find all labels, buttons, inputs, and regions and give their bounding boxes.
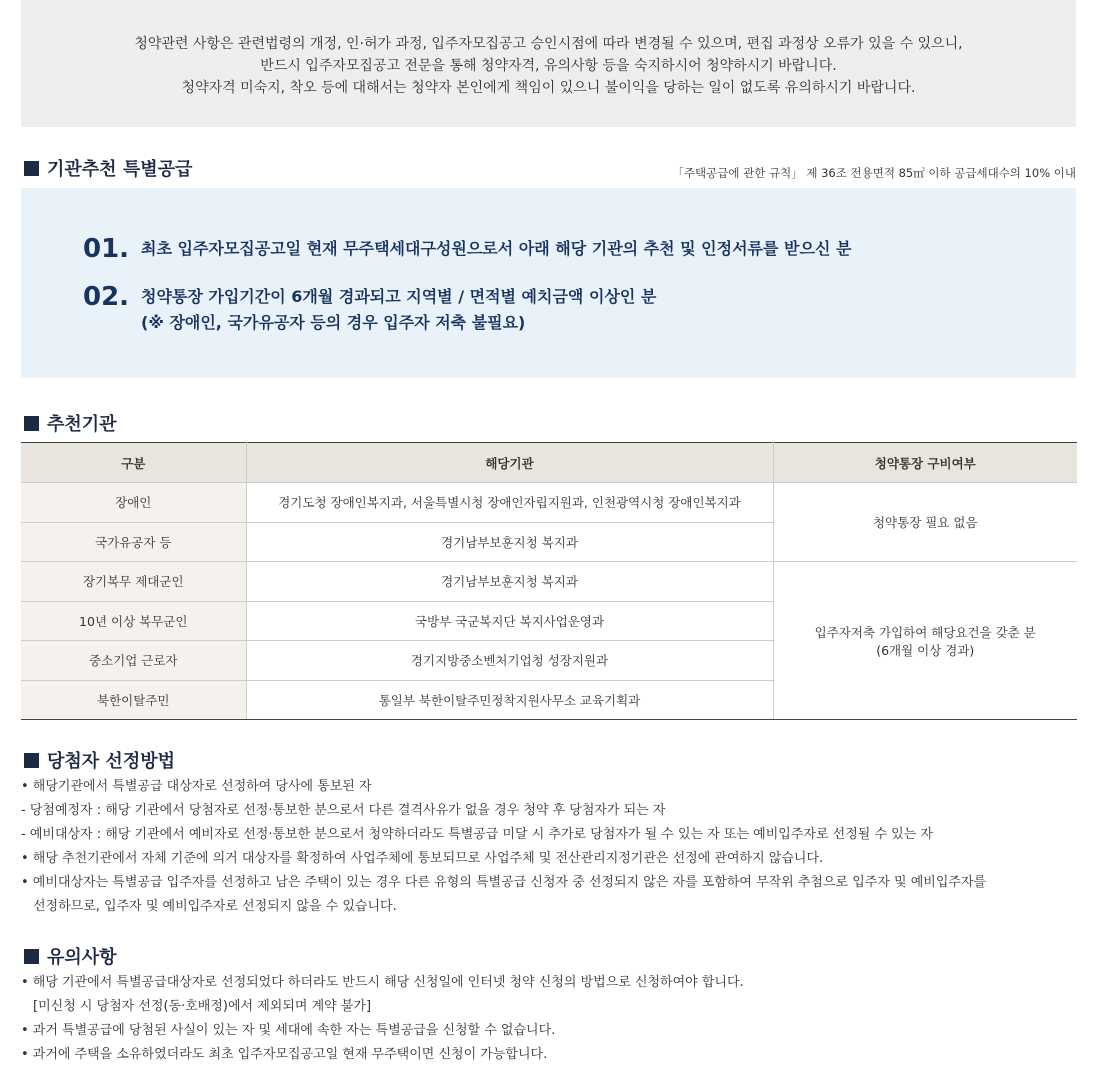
section-title-recommending-agencies: 추천기관 xyxy=(24,410,117,436)
agency-cell: 경기남부보훈지청 복지과 xyxy=(246,522,773,562)
list-item: • 해당 기관에서 특별공급대상자로 선정되었다 하더라도 반드시 해당 신청일에 인터넷 청약 신청의 방법으로 신청하여야 합니다. xyxy=(21,975,744,990)
eligibility-item xyxy=(83,282,656,336)
eligibility-text: 최초 입주자모집공고일 현재 무주택세대구성원으로서 아래 해당 기관의 추천 및 인정서류를 받으신 분 xyxy=(141,239,852,258)
agency-cell: 경기지방중소벤처기업청 성장지원과 xyxy=(246,641,773,681)
list-item: • 예비대상자는 특별공급 입주자를 선정하고 남은 주택이 있는 경우 다른 유형의 특별공급 신청자 중 선정되지 않은 자를 포함하여 무작위 추첨으로 입주자 및 예비입주자를 xyxy=(21,875,987,890)
eligibility-text: 청약통장 가입기간이 6개월 경과되고 지역별 / 면적별 예치금액 이상인 분 xyxy=(141,287,657,306)
column-header: 해당기관 xyxy=(246,443,773,483)
agency-cell: 경기남부보훈지청 복지과 xyxy=(246,562,773,602)
agency-cell: 통일부 북한이탈주민정착지원사무소 교육기획과 xyxy=(246,680,773,720)
agency-cell: 국방부 국군복지단 복지사업운영과 xyxy=(246,601,773,641)
section-title-precautions: 유의사항 xyxy=(24,943,117,969)
list-item: • 해당기관에서 특별공급 대상자로 선정하여 당사에 통보된 자 xyxy=(21,779,372,794)
table-row xyxy=(21,562,1077,602)
category-cell: 중소기업 근로자 xyxy=(21,641,246,681)
eligibility-number: 02. xyxy=(83,282,130,312)
section-title-institution-special-supply: 기관추천 특별공급 xyxy=(24,155,192,181)
list-item: - 당첨예정자 : 해당 기관에서 당첨자로 선정·통보한 분으로서 다른 결격사유가 없을 경우 청약 후 당첨자가 되는 자 xyxy=(21,803,666,818)
eligibility-box xyxy=(21,188,1076,378)
category-cell: 북한이탈주민 xyxy=(21,680,246,720)
category-cell: 장기복무 제대군인 xyxy=(21,562,246,602)
table-row xyxy=(21,483,1077,523)
column-header: 구분 xyxy=(21,443,246,483)
agency-table xyxy=(21,442,1077,720)
category-cell: 국가유공자 등 xyxy=(21,522,246,562)
list-item: • 과거 특별공급에 당첨된 사실이 있는 자 및 세대에 속한 자는 특별공급을 신청할 수 없습니다. xyxy=(21,1023,556,1038)
square-bullet-icon xyxy=(24,416,39,431)
square-bullet-icon xyxy=(24,161,39,176)
list-item: [미신청 시 당첨자 선정(동·호배정)에서 제외되며 계약 불가] xyxy=(33,999,372,1014)
account-requirement-cell: 입주자저축 가입하여 해당요건을 갖춘 분 (6개월 이상 경과) xyxy=(773,562,1077,720)
square-bullet-icon xyxy=(24,753,39,768)
precautions-list xyxy=(21,971,744,1067)
notice-line: 청약관련 사항은 관련법령의 개정, 인·허가 과정, 입주자모집공고 승인시점에 따라 변경될 수 있으며, 편집 과정상 오류가 있을 수 있으니, xyxy=(134,36,963,52)
notice-box xyxy=(21,0,1076,127)
section-title-winner-selection: 당첨자 선정방법 xyxy=(24,747,175,773)
category-cell: 장애인 xyxy=(21,483,246,523)
list-item: • 과거에 주택을 소유하였더라도 최초 입주자모집공고일 현재 무주택이면 신청이 가능합니다. xyxy=(21,1047,548,1062)
eligibility-item xyxy=(83,234,851,264)
eligibility-number: 01. xyxy=(83,234,130,264)
list-item: • 해당 추천기관에서 자체 기준에 의거 대상자를 확정하여 사업주체에 통보되므로 사업주체 및 전산관리지정기관은 선정에 관여하지 않습니다. xyxy=(21,851,824,866)
category-cell: 10년 이상 복무군인 xyxy=(21,601,246,641)
agency-cell: 경기도청 장애인복지과, 서울특별시청 장애인자립지원과, 인천광역시청 장애인복지과 xyxy=(246,483,773,523)
winner-selection-list xyxy=(21,775,986,919)
account-requirement-cell: 청약통장 필요 없음 xyxy=(773,483,1077,562)
rule-note: 「주택공급에 관한 규칙」 제 36조 전용면적 85㎡ 이하 공급세대수의 10% 이내 xyxy=(672,166,1076,180)
column-header: 청약통장 구비여부 xyxy=(773,443,1077,483)
list-item: 선정하므로, 입주자 및 예비입주자로 선정되지 않을 수 있습니다. xyxy=(33,899,397,914)
notice-line: 청약자격 미숙지, 착오 등에 대해서는 청약자 본인에게 책임이 있으니 불이익을 당하는 일이 없도록 유의하시기 바랍니다. xyxy=(181,80,916,96)
eligibility-subtext: (※ 장애인, 국가유공자 등의 경우 입주자 저축 불필요) xyxy=(141,313,526,332)
square-bullet-icon xyxy=(24,949,39,964)
notice-line: 반드시 입주자모집공고 전문을 통해 청약자격, 유의사항 등을 숙지하시어 청약하시기 바랍니다. xyxy=(260,58,837,74)
list-item: - 예비대상자 : 해당 기관에서 예비자로 선정·통보한 분으로서 청약하더라도 특별공급 미달 시 추가로 당첨자가 될 수 있는 자 또는 예비입주자로 선정될 수 있는 자 xyxy=(21,827,933,842)
